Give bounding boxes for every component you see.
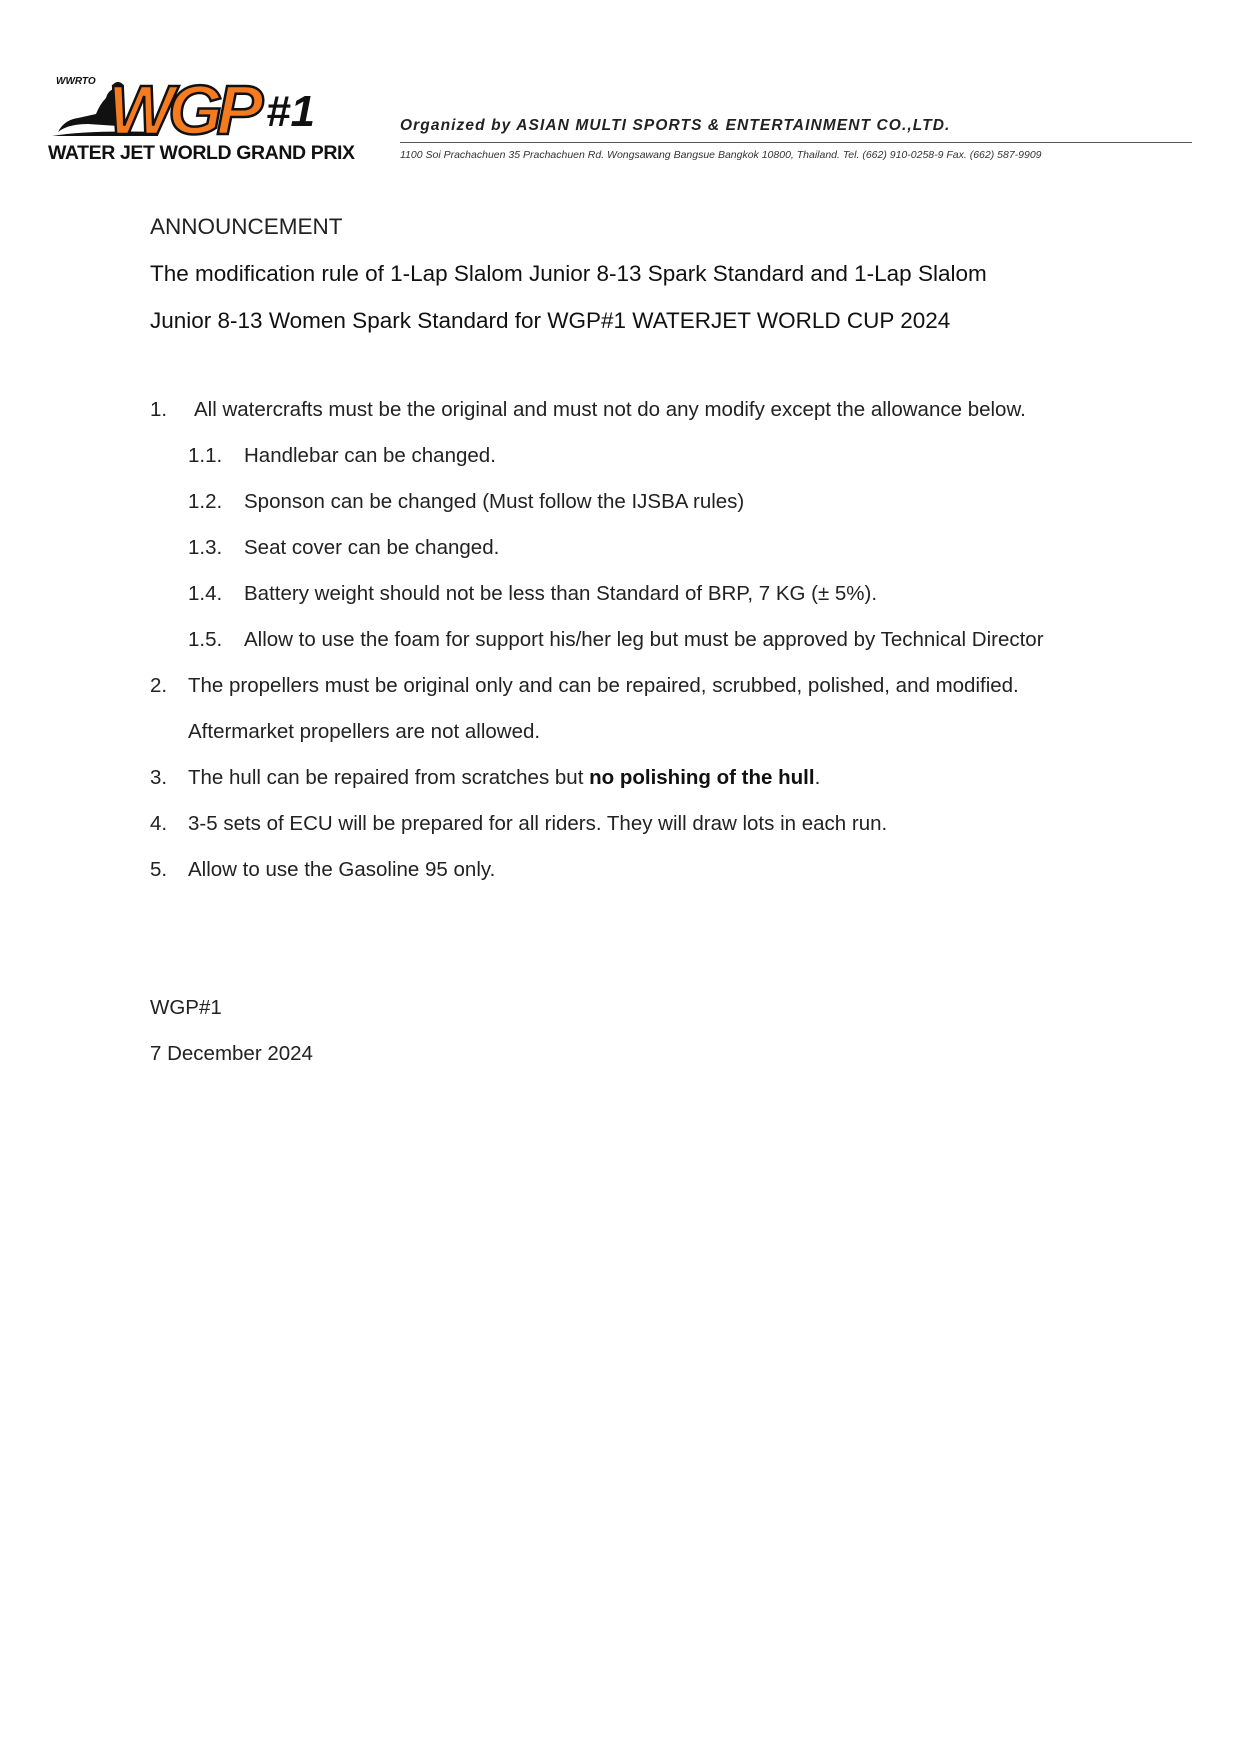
logo-graphic: [48, 74, 378, 140]
rule-text: Battery weight should not be less than Standard of BRP, 7 KG (± 5%).: [244, 582, 878, 605]
rule-text: 3-5 sets of ECU will be prepared for all riders. They will draw lots in each run.: [188, 812, 888, 835]
rule-number: 1.: [150, 398, 168, 421]
rule-number: 5.: [150, 858, 168, 881]
rule-number: 4.: [150, 812, 168, 835]
issuer-name: WGP#1: [150, 996, 222, 1019]
announcement-title-line-2: Junior 8-13 Women Spark Standard for WGP#1 WATERJET WORLD CUP 2024: [150, 308, 951, 333]
rule-text: Sponson can be changed (Must follow the IJSBA rules): [244, 490, 745, 513]
rule-number: 1.4.: [188, 582, 223, 605]
logo-subtitle: WATER JET WORLD GRAND PRIX: [48, 142, 355, 164]
rule-number: 1.2.: [188, 490, 223, 513]
organizer-address: 1100 Soi Prachachuen 35 Prachachuen Rd. Wongsawang Bangsue Bangkok 10800, Thailand. Tel. (662) 910-0258-9 Fax. (662) 587-9909: [400, 149, 1042, 161]
issue-date: 7 December 2024: [150, 1042, 313, 1065]
rule-text: Handlebar can be changed.: [244, 444, 496, 467]
rule-2-continuation: Aftermarket propellers are not allowed.: [188, 720, 541, 743]
rule-number: 2.: [150, 674, 168, 697]
rule-text: Seat cover can be changed.: [244, 536, 500, 559]
rule-number: 3.: [150, 766, 168, 789]
svg-text:WWRTO: WWRTO: [56, 76, 96, 87]
header-divider: [400, 142, 1192, 143]
rule-text: All watercrafts must be the original and must not do any modify except the allowance below.: [194, 398, 1026, 421]
rule-emphasis: no polishing of the hull: [589, 766, 815, 789]
svg-text:WGP: WGP: [108, 74, 258, 140]
announcement-title-line-1: The modification rule of 1-Lap Slalom Junior 8-13 Spark Standard and 1-Lap Slalom: [150, 261, 987, 286]
wgp1-logo: [48, 74, 378, 164]
svg-text:#1: #1: [266, 87, 315, 136]
rule-number: 1.3.: [188, 536, 223, 559]
organizer-line: Organized by ASIAN MULTI SPORTS & ENTERTAINMENT CO.,LTD.: [400, 117, 951, 134]
rule-number: 1.5.: [188, 628, 223, 651]
rule-text: Allow to use the Gasoline 95 only.: [188, 858, 496, 881]
rule-text: The hull can be repaired from scratches but no polishing of the hull.: [188, 766, 821, 789]
announcement-heading: ANNOUNCEMENT: [150, 214, 343, 239]
rule-text: Allow to use the foam for support his/her leg but must be approved by Technical Director: [244, 628, 1044, 651]
rule-text: The propellers must be original only and can be repaired, scrubbed, polished, and modified.: [188, 674, 1019, 697]
rule-number: 1.1.: [188, 444, 223, 467]
